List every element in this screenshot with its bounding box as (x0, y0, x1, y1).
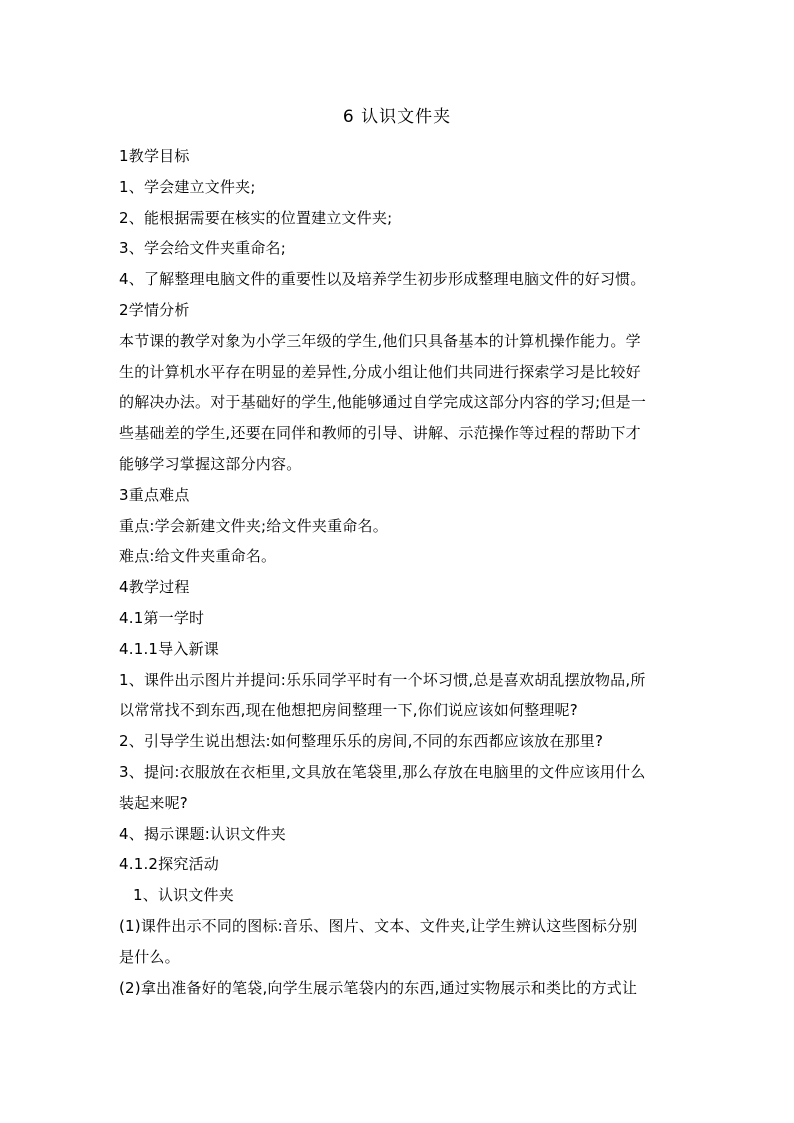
key-point-difficulty: 难点:给文件夹重命名。 (119, 547, 277, 566)
intro-item: 1、课件出示图片并提问:乐乐同学平时有一个坏习惯,总是喜欢胡乱摆放物品,所 (119, 670, 646, 689)
explore-subheading: 1、认识文件夹 (133, 886, 234, 905)
subheading-lesson: 4.1第一学时 (119, 608, 205, 627)
explore-step: (1)课件出示不同的图标:音乐、图片、文本、文件夹,让学生辨认这些图标分别 (119, 916, 638, 935)
goal-item: 3、学会给文件夹重命名; (119, 239, 286, 258)
intro-item: 2、引导学生说出想法:如何整理乐乐的房间,不同的东西都应该放在那里? (119, 732, 604, 751)
section-heading-goals: 1教学目标 (119, 147, 190, 165)
document-body (119, 141, 681, 1003)
intro-item: 4、揭示课题:认识文件夹 (119, 824, 286, 843)
intro-item: 3、提问:衣服放在衣柜里,文具放在笔袋里,那么存放在电脑里的文件应该用什么 (119, 762, 646, 781)
section-heading-key-points: 3重点难点 (119, 485, 190, 504)
intro-item: 以常常找不到东西,现在他想把房间整理一下,你们说应该如何整理呢? (119, 701, 578, 720)
analysis-line: 本节课的教学对象为小学三年级的学生,他们只具备基本的计算机操作能力。学 (119, 331, 641, 350)
explore-step: 是什么。 (119, 947, 180, 966)
goal-item: 1、学会建立文件夹; (119, 177, 256, 196)
intro-item: 装起来呢? (119, 793, 188, 812)
section-heading-analysis: 2学情分析 (119, 300, 190, 319)
subheading-intro: 4.1.1导入新课 (119, 639, 219, 658)
analysis-line: 些基础差的学生,还要在同伴和教师的引导、讲解、示范操作等过程的帮助下才 (119, 424, 641, 443)
subheading-explore: 4.1.2探究活动 (119, 855, 219, 874)
key-point-focus: 重点:学会新建文件夹;给文件夹重命名。 (119, 516, 388, 535)
explore-step: (2)拿出准备好的笔袋,向学生展示笔袋内的东西,通过实物展示和类比的方式让 (119, 978, 638, 997)
document-title: 6 认识文件夹 (342, 107, 452, 127)
goal-item: 4、了解整理电脑文件的重要性以及培养学生初步形成整理电脑文件的好习惯。 (119, 270, 646, 289)
section-heading-process: 4教学过程 (119, 578, 190, 597)
analysis-line: 的解决办法。对于基础好的学生,他能够通过自学完成这部分内容的学习;但是一 (119, 393, 647, 412)
analysis-line: 能够学习掌握这部分内容。 (119, 454, 302, 473)
analysis-line: 生的计算机水平存在明显的差异性,分成小组让他们共同进行探索学习是比较好 (119, 362, 641, 381)
goal-item: 2、能根据需要在核实的位置建立文件夹; (119, 208, 393, 227)
